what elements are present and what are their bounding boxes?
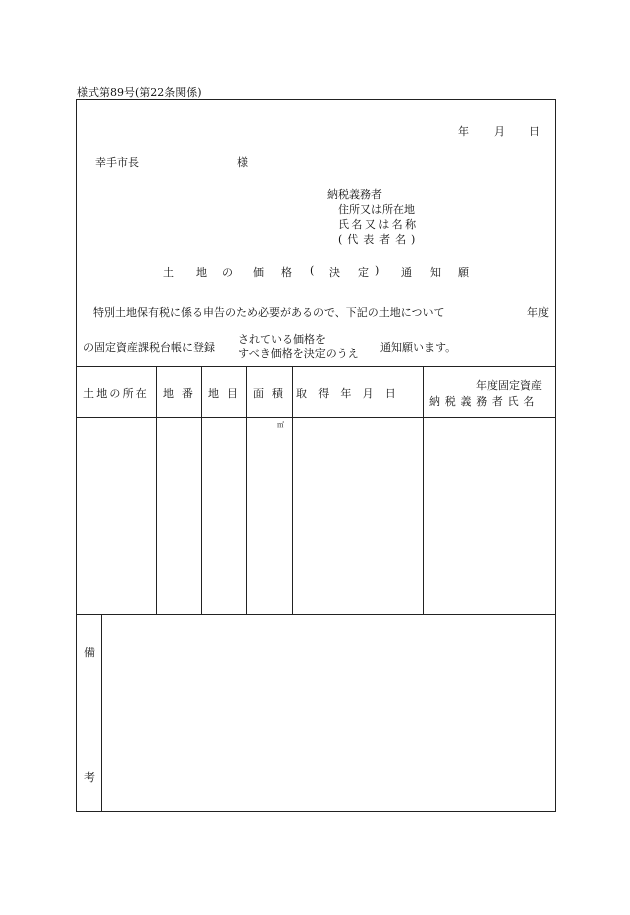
taxpayer-address-label: 住所又は所在地 — [338, 203, 415, 216]
area-unit-label: ㎡ — [277, 421, 284, 429]
request-text-closing: 通知願います。 — [380, 341, 457, 354]
taxpayer-heading: 納税義務者 — [327, 188, 382, 201]
remarks-divider — [101, 614, 102, 811]
table-bottom-rule — [77, 614, 555, 615]
title-char: 願 — [458, 266, 469, 279]
column-divider — [201, 366, 202, 614]
title-char: の — [222, 266, 233, 279]
column-divider — [246, 366, 247, 614]
remarks-field[interactable] — [103, 616, 551, 809]
year-label: 年 — [458, 125, 469, 138]
taxpayer-name-label: 氏名又は名称 — [338, 218, 419, 231]
title-char: 格 — [281, 266, 292, 279]
title-char: ( — [310, 264, 315, 277]
header-area: 面 積 — [253, 387, 286, 400]
title-char: 通 — [401, 266, 412, 279]
column-divider — [292, 366, 293, 614]
header-lot-number: 地 番 — [163, 387, 196, 400]
remarks-label-bottom: 考 — [84, 771, 95, 784]
title-char: 決 — [329, 266, 340, 279]
fiscal-year-label: 年度 — [527, 306, 549, 319]
title-char: 定 — [358, 266, 369, 279]
table-top-rule — [77, 366, 555, 367]
form-number-label: 様式第89号(第22条関係) — [77, 86, 202, 99]
title-char: 知 — [430, 266, 441, 279]
header-acquisition-date: 取 得 年 月 日 — [296, 387, 400, 400]
header-land-category: 地 目 — [208, 387, 241, 400]
header-owner-line1: 年度固定資産 — [476, 379, 542, 392]
header-location: 土地の所在 — [83, 387, 149, 400]
title-char: ) — [375, 264, 380, 277]
day-label: 日 — [529, 125, 540, 138]
title-char: 地 — [196, 266, 207, 279]
option-registered-price: されている価格を — [238, 333, 326, 346]
title-char: 価 — [253, 266, 264, 279]
title-char: 土 — [163, 266, 174, 279]
honorific: 様 — [237, 156, 248, 169]
request-text-line2: の固定資産課税台帳に登録 — [83, 341, 215, 354]
remarks-label-top: 備 — [84, 646, 95, 659]
column-divider — [423, 366, 424, 614]
header-owner-line2: 納税義務者氏名 — [429, 395, 540, 408]
month-label: 月 — [494, 125, 505, 138]
mayor-addressee: 幸手市長 — [95, 156, 139, 169]
form-frame — [76, 99, 556, 812]
column-divider — [156, 366, 157, 614]
table-header-rule — [77, 417, 555, 418]
taxpayer-representative-label: (代表者名) — [338, 233, 421, 246]
request-text-line1: 特別土地保有税に係る申告のため必要があるので、下記の土地について — [93, 306, 445, 319]
option-determine-price: すべき価格を決定のうえ — [238, 347, 359, 360]
